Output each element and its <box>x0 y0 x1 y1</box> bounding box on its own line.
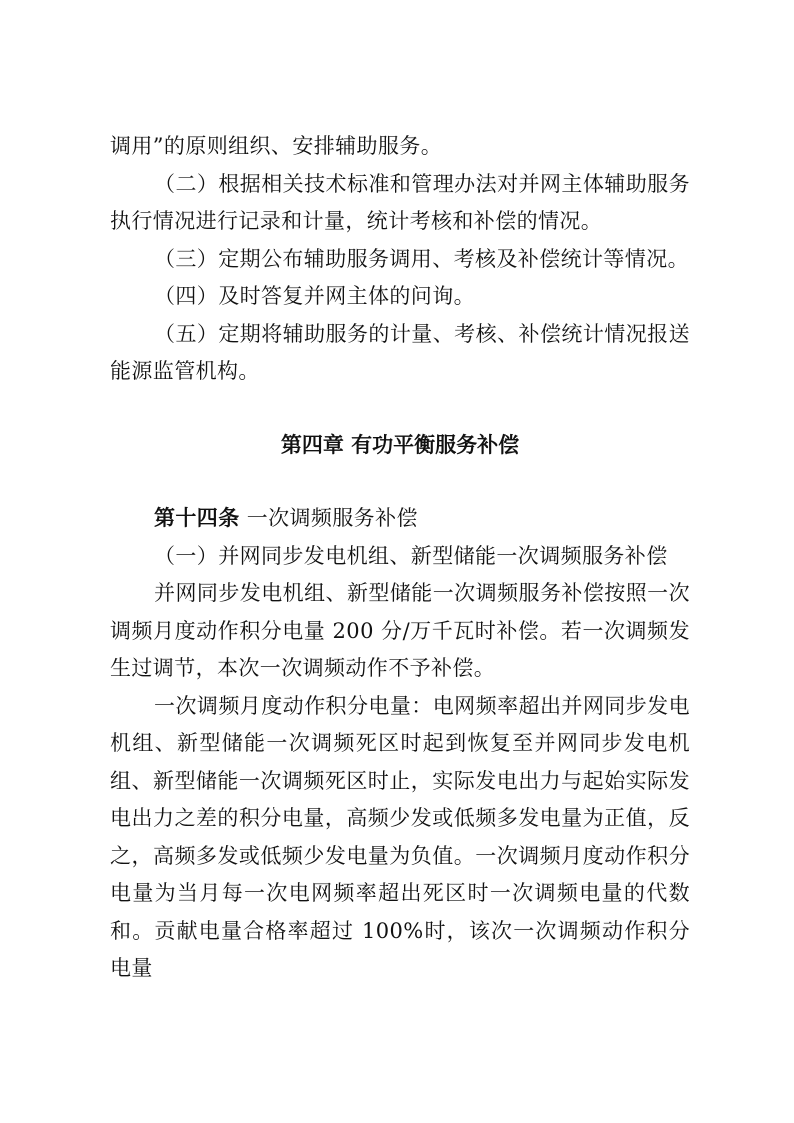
paragraph-definition: 一次调频月度动作积分电量：电网频率超出并网同步发电机组、新型储能一次调频死区时起到恢复至并网同步发电机组、新型储能一次调频死区时止，实际发电出力与起始实际发电出力之差的积分电量，高频少发或低频多发电量为正值，反之，高频多发或低频少发电量为负值。一次调频月度动作积分电量为当月每一次电网频率超出死区时一次调频电量的代数和。贡献电量合格率超过 100%时，该次一次调频动作积分电量 <box>110 693 690 980</box>
article-number: 第十四条 <box>154 506 240 530</box>
article-title: 一次调频服务补偿 <box>246 506 418 530</box>
chapter-heading: 第四章 有功平衡服务补偿 <box>280 432 520 457</box>
paragraph-continuation: 调用”的原则组织、安排辅助服务。 <box>110 134 443 158</box>
paragraph-item-5: （五）定期将辅助服务的计量、考核、补偿统计情况报送能源监管机构。 <box>110 321 690 383</box>
paragraph-item-3: （三）定期公布辅助服务调用、考核及补偿统计等情况。 <box>154 246 689 271</box>
paragraph-item-2: （二）根据相关技术标准和管理办法对并网主体辅助服务执行情况进行记录和计量，统计考核和补偿的情况。 <box>110 171 690 233</box>
document-body <box>110 128 690 988</box>
article-heading <box>110 500 690 538</box>
paragraph-item-4: （四）及时答复并网主体的问询。 <box>154 284 475 308</box>
paragraph-subsection-1: （一）并网同步发电机组、新型储能一次调频服务补偿 <box>154 543 668 568</box>
article-spacer <box>240 506 247 530</box>
paragraph-compensation-rule: 并网同步发电机组、新型储能一次调频服务补偿按照一次调频月度动作积分电量 200 分/万千瓦时补偿。若一次调频发生过调节，本次一次调频动作不予补偿。 <box>110 581 690 680</box>
